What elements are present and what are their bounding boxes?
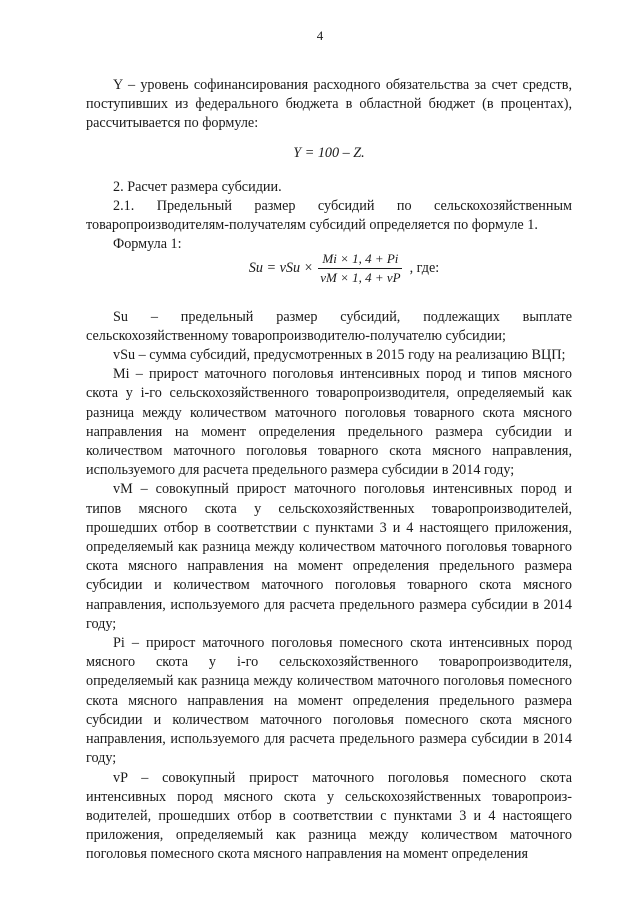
paragraph-y-definition: Y – уровень софинансирования расходного обязательства за счет средств, поступивших из федерального бюджета в областной бюджет (в процентах), рассчитывается по формуле: [86, 77, 572, 132]
paragraph-pi-definition: Pi – прирост маточного поголовья помесного скота интенсивных пород мясного скота у i-го сельскохозяйственного товаропроизводителя, определяемый как разница между количеством маточного поголовья помесного скота мясного направления на момент определения предельного размера субсидии и количеством маточного поголовья помесного скота мясного направления, используемого для расчета предельного размера субсидии в 2014 году; [86, 635, 572, 767]
formula-1-suffix: , где: [409, 259, 440, 276]
formula-1-denominator: vM × 1, 4 + vP [320, 269, 401, 285]
formula-1-lhs: Su = vSu × [248, 259, 314, 276]
formula-1 [86, 251, 572, 286]
formula-1-numerator: Mi × 1, 4 + Pi [318, 251, 402, 269]
paragraph-2-1: 2.1. Предельный размер субсидий по сельскохозяйственным товаропроизводителям-получателям субсидий определяется по формуле 1. [86, 198, 572, 234]
paragraph-vp-definition: vP – совокупный прирост маточного поголовья помесного скота интенсивных пород мясного скота у сельскохозяйственных товаропроиз-водителей, прошедших отбор в соответствии с пунктами 3 и 4 настоящего приложения, определяемый как разница между количеством маточного поголовья помесного скота мясного направления на момент определения [86, 769, 572, 863]
formula-1-fraction [316, 251, 404, 286]
paragraph-su-definition: Su – предельный размер субсидий, подлежащих выплате сельскохозяйственному товаропроизводителю-получателю субсидии; [86, 308, 572, 344]
document-body [86, 76, 572, 865]
paragraph-mi-definition: Mi – прирост маточного поголовья интенсивных пород и типов мясного скота у i-го сельскохозяйственного товаропроизводителя, определяемый как разница между количеством маточного поголовья товарного скота мясного направления на момент определения предельного размера субсидии и количеством маточного поголовья товарного скота мясного направления, используемого для расчета предельного размера субсидии в 2014 году; [86, 366, 572, 479]
paragraph-vsu-definition: vSu – сумма субсидий, предусмотренных в 2015 году на реализацию ВЦП; [113, 347, 566, 364]
section-heading-2: 2. Расчет размера субсидии. [113, 178, 282, 195]
formula-1-label: Формула 1: [113, 236, 182, 253]
page-number: 4 [316, 28, 324, 43]
paragraph-vm-definition: vM – совокупный прирост маточного поголовья интенсивных пород и типов мясного скота у сельскохозяйственных товаропроизводителей, прошедших отбор в соответствии с пунктами 3 и 4 настоящего приложения, определяемый как разница между количеством маточного поголовья товарного скота мясного направления на момент определения предельного размера субсидии и количеством маточного поголовья товарного скота мясного направления, используемого для расчета предельного размера субсидии в 2014 году; [86, 481, 572, 632]
formula-y: Y = 100 – Z. [293, 144, 365, 161]
